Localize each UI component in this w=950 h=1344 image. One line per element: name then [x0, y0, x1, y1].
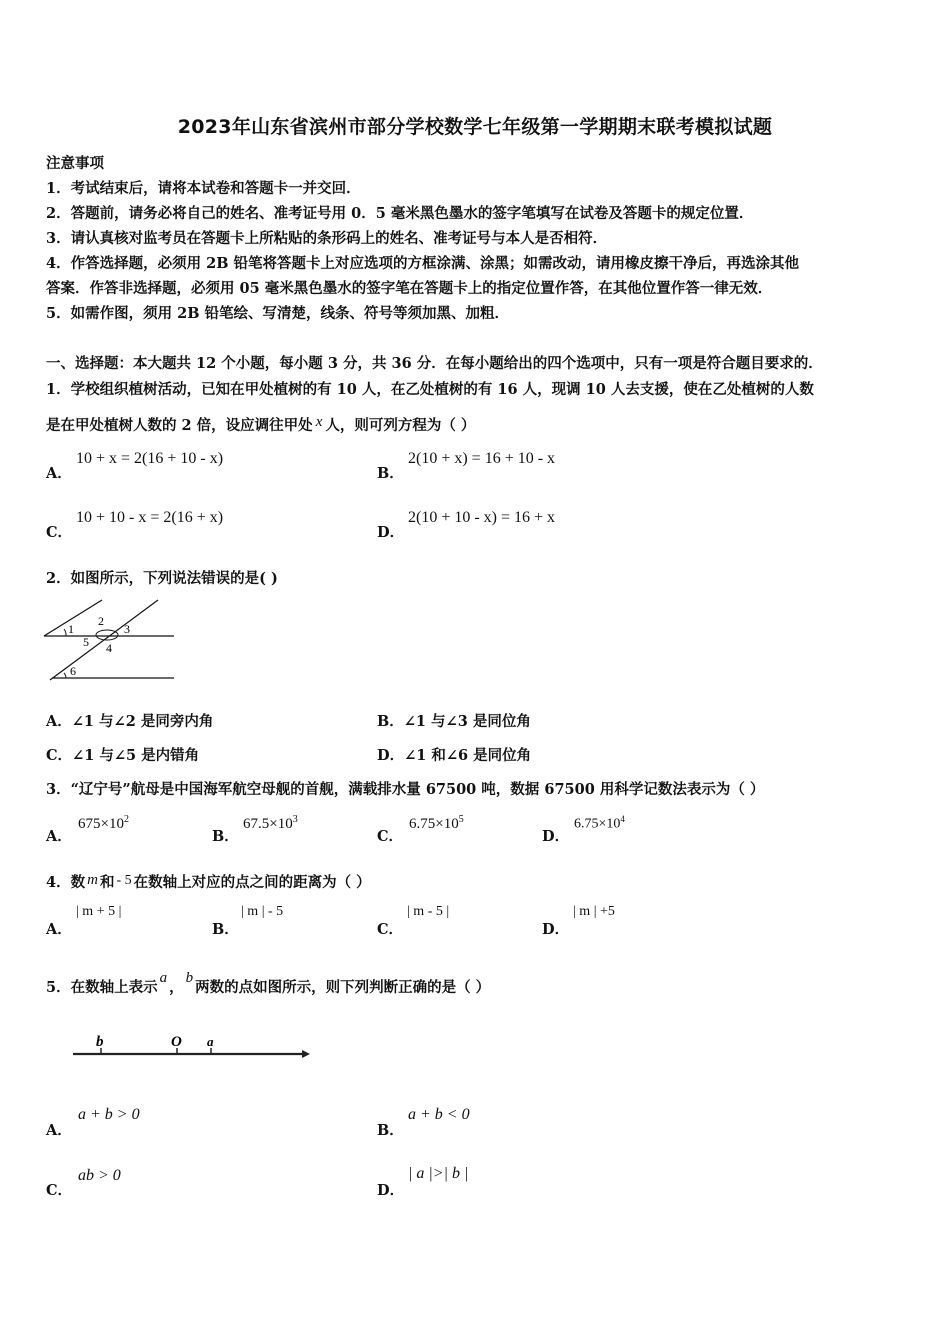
option-label: A．	[46, 828, 72, 845]
question-5-var-b: b	[185, 970, 194, 986]
question-5-option-a[interactable]: a + b > 0	[78, 1106, 140, 1123]
figure-label: 1	[68, 622, 74, 636]
option-label: D．	[377, 747, 405, 764]
question-1-text-b: 人，则可列方程为（ ）	[325, 417, 476, 434]
option-exponent: 5	[458, 814, 464, 825]
option-label: B．	[377, 713, 404, 730]
option-label: B．	[212, 921, 239, 938]
option-text: ∠1 与∠5 是内错角	[72, 747, 200, 764]
page-title: 2023年山东省滨州市部分学校数学七年级第一学期期末联考模拟试题	[177, 116, 773, 138]
question-2-option-c[interactable]	[46, 744, 199, 765]
option-label: D．	[377, 1182, 405, 1199]
figure-label: 5	[83, 635, 89, 649]
question-1-option-b[interactable]: 2(10 + x) = 16 + 10 - x	[408, 450, 556, 467]
question-5-option-c[interactable]: ab > 0	[78, 1167, 121, 1184]
option-text: ∠1 与∠3 是同位角	[403, 713, 531, 730]
option-exponent: 3	[292, 814, 298, 825]
option-label: C．	[46, 747, 73, 764]
question-5-text-b: 两数的点如图所示，则下列判断正确的是（ ）	[195, 979, 491, 996]
notice-heading: 注意事项	[46, 155, 104, 172]
question-3-option-c[interactable]	[409, 814, 464, 833]
number-line-arrow	[302, 1050, 310, 1058]
question-4-option-a[interactable]: | m + 5 |	[76, 904, 122, 919]
option-label: B．	[377, 1122, 404, 1139]
figure-label: 6	[70, 664, 76, 678]
option-label: B．	[212, 828, 239, 845]
axis-label-b: b	[96, 1034, 104, 1050]
option-label: C．	[46, 1182, 73, 1199]
question-5-option-d[interactable]: | a |>| b |	[408, 1165, 469, 1182]
option-text: 6.75×10	[574, 816, 621, 832]
option-label: A．	[46, 713, 72, 730]
option-text: 67.5×10	[243, 816, 293, 832]
angle-arc	[64, 629, 66, 636]
question-4-number: - 5	[116, 873, 132, 888]
option-label: C．	[377, 921, 404, 938]
figure-label: 4	[106, 641, 112, 655]
option-label: D．	[542, 828, 570, 845]
question-4-text-c: 在数轴上对应的点之间的距离为（ ）	[133, 874, 371, 891]
question-2-stem: 2．如图所示，下列说法错误的是( )	[46, 570, 278, 587]
question-4-stem	[46, 871, 371, 892]
option-label: A．	[46, 1122, 72, 1139]
question-2-option-b[interactable]	[377, 710, 531, 731]
option-label: C．	[377, 828, 404, 845]
option-label: B．	[377, 465, 404, 482]
question-3-stem: 3．“辽宁号”航母是中国海军航空母舰的首舰，满载排水量 67500 吨，数据 67500 用科学记数法表示为（ ）	[46, 781, 765, 798]
notice-item: 5．如需作图，须用 2B 铅笔绘、写清楚，线条、符号等须加黑、加粗．	[46, 305, 510, 322]
option-label: D．	[542, 921, 570, 938]
section-heading: 一、选择题：本大题共 12 个小题，每小题 3 分，共 36 分．在每小题给出的四个选项中，只有一项是符合题目要求的．	[46, 355, 823, 372]
question-5-stem	[46, 970, 491, 997]
figure-label: 3	[124, 622, 130, 636]
question-1-option-c[interactable]: 10 + 10 - x = 2(16 + x)	[76, 509, 224, 526]
question-1-var: x	[315, 414, 323, 430]
question-1-option-a[interactable]: 10 + x = 2(16 + 10 - x)	[76, 450, 224, 467]
notice-item: 3．请认真核对监考员在答题卡上所粘贴的条形码上的姓名、准考证号与本人是否相符．	[46, 230, 608, 247]
question-1-stem-line2	[46, 414, 475, 435]
axis-label-origin: O	[171, 1034, 182, 1050]
question-3-option-d[interactable]	[574, 814, 625, 833]
figure-label: 2	[98, 614, 104, 628]
option-text: ∠1 与∠2 是同旁内角	[71, 713, 214, 730]
notice-item: 答案．作答非选择题，必须用 05 毫米黑色墨水的签字笔在答题卡上的指定位置作答，在其他位置作答一律无效．	[46, 280, 773, 297]
question-1-text-a: 是在甲处植树人数的 2 倍，设应调往甲处	[46, 417, 313, 434]
option-text: ∠1 和∠6 是同位角	[404, 747, 532, 764]
axis-label-a: a	[207, 1034, 214, 1049]
number-line-figure	[70, 1028, 312, 1066]
option-label: C．	[46, 524, 73, 541]
question-3-option-b[interactable]	[243, 814, 298, 833]
question-5-comma: ，	[169, 979, 184, 996]
question-2-option-d[interactable]	[377, 744, 531, 765]
question-4-text-a: 4．数	[46, 874, 86, 891]
question-2-option-a[interactable]	[46, 710, 213, 731]
question-4-option-c[interactable]: | m - 5 |	[407, 904, 450, 919]
question-1-option-d[interactable]: 2(10 + 10 - x) = 16 + x	[408, 509, 556, 526]
option-exponent: 4	[620, 814, 625, 824]
option-exponent: 2	[123, 814, 129, 825]
notice-item: 4．作答选择题，必须用 2B 铅笔将答题卡上对应选项的方框涂满、涂黑；如需改动，请用橡皮擦干净后，再选涂其他	[46, 255, 800, 272]
question-5-option-b[interactable]: a + b < 0	[408, 1106, 470, 1123]
angle-arc	[64, 673, 66, 678]
option-label: A．	[46, 921, 72, 938]
parallel-lines-figure	[42, 594, 178, 684]
question-3-option-a[interactable]	[78, 814, 129, 833]
option-label: D．	[377, 524, 405, 541]
question-1-stem: 1．学校组织植树活动，已知在甲处植树的有 10 人，在乙处植树的有 16 人，现调 10 人去支援，使在乙处植树的人数	[46, 381, 814, 398]
question-4-option-b[interactable]: | m | - 5	[241, 904, 284, 919]
question-4-var: m	[87, 872, 98, 888]
question-5-text-a: 5．在数轴上表示	[46, 979, 158, 996]
notice-item: 2．答题前，请务必将自己的姓名、准考证号用 0．5 毫米黑色墨水的签字笔填写在试卷及答题卡的规定位置．	[46, 205, 754, 222]
option-text: 675×10	[78, 816, 124, 832]
option-label: A．	[46, 465, 72, 482]
question-5-var-a: a	[159, 970, 168, 986]
notice-item: 1．考试结束后，请将本试卷和答题卡一并交回．	[46, 180, 361, 197]
option-text: 6.75×10	[409, 816, 459, 832]
question-4-option-d[interactable]: | m | +5	[573, 904, 615, 919]
question-4-text-b: 和	[99, 874, 115, 891]
